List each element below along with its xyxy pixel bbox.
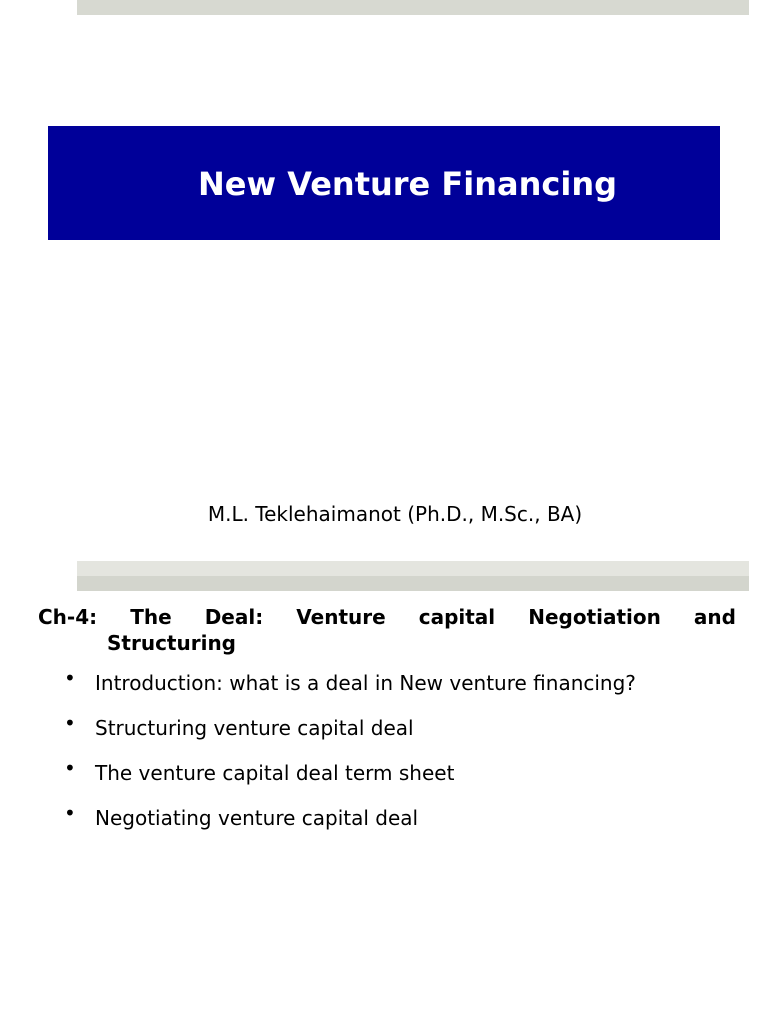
- chapter-word: Venture: [296, 605, 386, 629]
- list-item: [0, 666, 768, 711]
- bullet-icon: •: [64, 756, 76, 780]
- chapter-word: The: [130, 605, 172, 629]
- top-decorative-band: [77, 0, 749, 15]
- topic-list: [0, 666, 768, 846]
- chapter-word: and: [693, 605, 736, 629]
- slide-title: New Venture Financing: [198, 165, 617, 203]
- chapter-word: Ch-4:: [38, 605, 98, 629]
- chapter-word: Negotiation: [528, 605, 661, 629]
- chapter-heading: [38, 604, 736, 656]
- divider-band-light: [77, 561, 749, 576]
- bullet-icon: •: [64, 666, 76, 690]
- author-credit: M.L. Teklehaimanot (Ph.D., M.Sc., BA): [207, 502, 583, 526]
- chapter-heading-line1: [38, 604, 736, 630]
- chapter-word: Deal:: [204, 605, 264, 629]
- list-item: [0, 801, 768, 846]
- topic-text: Negotiating venture capital deal: [95, 806, 419, 830]
- chapter-word: capital: [418, 605, 496, 629]
- bullet-icon: •: [64, 801, 76, 825]
- list-item: [0, 711, 768, 756]
- divider-band-dark: [77, 576, 749, 591]
- bullet-icon: •: [64, 711, 76, 735]
- topic-text: The venture capital deal term sheet: [95, 761, 455, 785]
- list-item: [0, 756, 768, 801]
- chapter-heading-line2: Structuring: [107, 631, 236, 655]
- topic-text: Introduction: what is a deal in New venture financing?: [95, 671, 636, 695]
- topic-text: Structuring venture capital deal: [95, 716, 414, 740]
